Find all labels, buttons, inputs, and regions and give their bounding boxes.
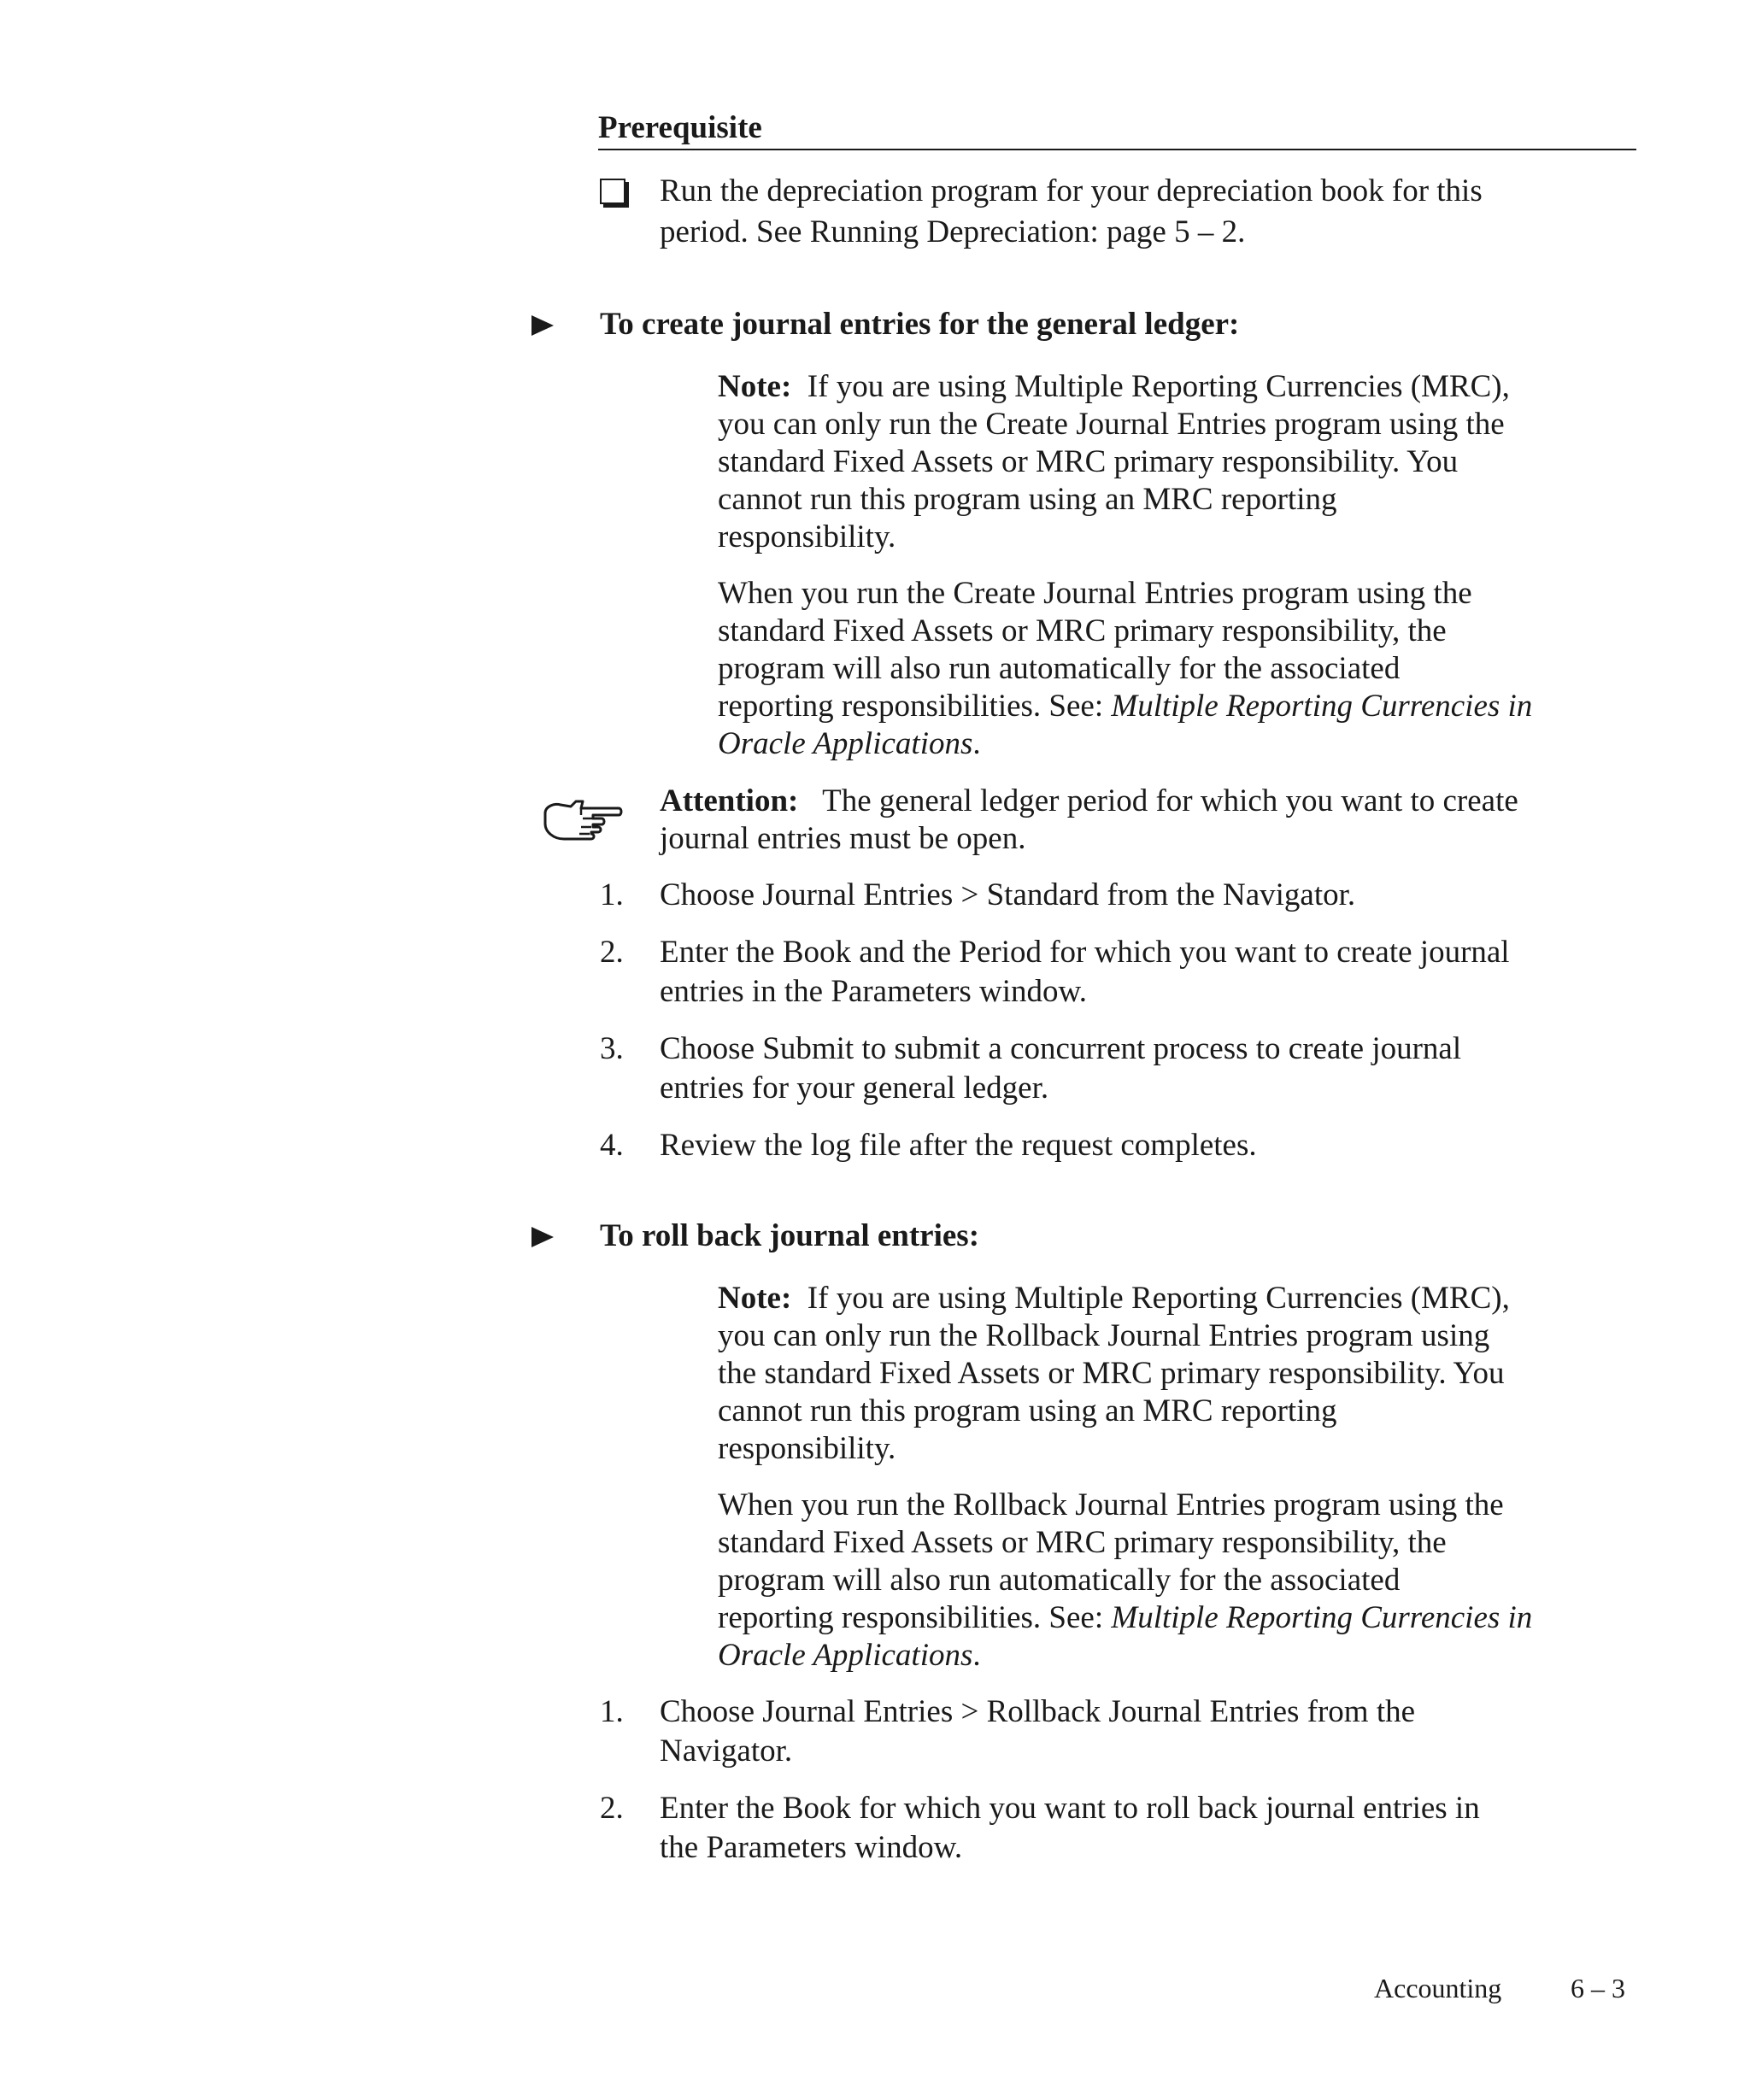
create-para-line3: program will also run automatically for the associated xyxy=(718,651,1401,686)
rollback-para-line2: standard Fixed Assets or MRC primary responsibility, the xyxy=(718,1525,1447,1560)
create-para-line2: standard Fixed Assets or MRC primary responsibility, the xyxy=(718,613,1447,648)
step-number: 1. xyxy=(600,877,624,912)
create-note-line1 xyxy=(718,368,1510,406)
rollback-note-line3: the standard Fixed Assets or MRC primary responsibility. You xyxy=(718,1356,1505,1391)
rollback-para-line4 xyxy=(718,1599,1532,1637)
prerequisite-item-line2: period. See Running Depreciation: page 5 – 2. xyxy=(660,214,1246,249)
attention-text: The general ledger period for which you want to create xyxy=(822,783,1518,818)
prerequisite-item-line1: Run the depreciation program for your depreciation book for this xyxy=(660,173,1483,208)
attention-line2: journal entries must be open. xyxy=(660,821,1026,856)
create-para-line5 xyxy=(718,725,981,763)
rollback-note-line1 xyxy=(718,1280,1510,1317)
pointing-hand-icon xyxy=(542,795,624,842)
rollback-note-line4: cannot run this program using an MRC reporting xyxy=(718,1393,1337,1428)
create-note-line4: cannot run this program using an MRC reporting xyxy=(718,482,1337,517)
step-number: 3. xyxy=(600,1031,624,1066)
step-number: 2. xyxy=(600,935,624,970)
step-text: entries for your general ledger. xyxy=(660,1071,1049,1106)
rollback-para-line4-text: reporting responsibilities. See: xyxy=(718,1600,1112,1635)
triangle-right-icon xyxy=(531,315,554,336)
step-text: Enter the Book for which you want to roll back journal entries in xyxy=(660,1791,1480,1826)
rollback-para-line3: program will also run automatically for the associated xyxy=(718,1563,1401,1598)
attention-line1 xyxy=(660,783,1518,820)
rollback-note-line5: responsibility. xyxy=(718,1431,896,1466)
step-text: entries in the Parameters window. xyxy=(660,974,1088,1009)
step-text: Review the log file after the request completes. xyxy=(660,1128,1257,1163)
create-note-text: If you are using Multiple Reporting Currencies (MRC), xyxy=(807,369,1510,404)
rollback-note-label: Note: xyxy=(718,1281,792,1316)
rollback-note-line2: you can only run the Rollback Journal Entries program using xyxy=(718,1318,1490,1353)
footer-section-name: Accounting xyxy=(1374,1973,1502,2003)
step-text: the Parameters window. xyxy=(660,1830,963,1865)
create-note-line5: responsibility. xyxy=(718,519,896,554)
rollback-note-text: If you are using Multiple Reporting Currencies (MRC), xyxy=(807,1281,1510,1316)
rollback-para-end: . xyxy=(972,1638,981,1673)
rollback-para-reference-1: Multiple Reporting Currencies in xyxy=(1111,1600,1533,1635)
step-text: Choose Journal Entries > Standard from the Navigator. xyxy=(660,877,1356,912)
create-note-label: Note: xyxy=(718,369,792,404)
step-number: 1. xyxy=(600,1694,624,1729)
create-note-line3: standard Fixed Assets or MRC primary responsibility. You xyxy=(718,444,1459,479)
create-para-line1: When you run the Create Journal Entries program using the xyxy=(718,576,1472,611)
create-section-heading: To create journal entries for the general ledger: xyxy=(600,307,1240,342)
rollback-para-line1: When you run the Rollback Journal Entries program using the xyxy=(718,1487,1504,1522)
create-para-reference-1: Multiple Reporting Currencies in xyxy=(1111,689,1533,724)
checkbox-icon xyxy=(600,179,625,204)
footer-page-number: 6 – 3 xyxy=(1571,1973,1625,2003)
create-para-line4-text: reporting responsibilities. See: xyxy=(718,689,1112,724)
rollback-section-heading: To roll back journal entries: xyxy=(600,1218,980,1253)
step-text: Choose Journal Entries > Rollback Journal Entries from the xyxy=(660,1694,1416,1729)
create-para-end: . xyxy=(972,726,981,761)
rollback-para-reference-2: Oracle Applications xyxy=(718,1638,973,1673)
triangle-right-icon xyxy=(531,1227,554,1247)
step-text: Enter the Book and the Period for which you want to create journal xyxy=(660,935,1510,970)
rollback-para-line5 xyxy=(718,1637,981,1675)
step-number: 4. xyxy=(600,1128,624,1163)
step-number: 2. xyxy=(600,1791,624,1826)
prerequisite-heading xyxy=(598,108,1636,150)
step-text: Choose Submit to submit a concurrent process to create journal xyxy=(660,1031,1462,1066)
step-text: Navigator. xyxy=(660,1733,793,1769)
create-para-line4 xyxy=(718,688,1532,725)
create-para-reference-2: Oracle Applications xyxy=(718,726,973,761)
attention-label: Attention: xyxy=(660,783,799,818)
prerequisite-heading-text: Prerequisite xyxy=(598,110,762,145)
create-note-line2: you can only run the Create Journal Entries program using the xyxy=(718,407,1505,442)
